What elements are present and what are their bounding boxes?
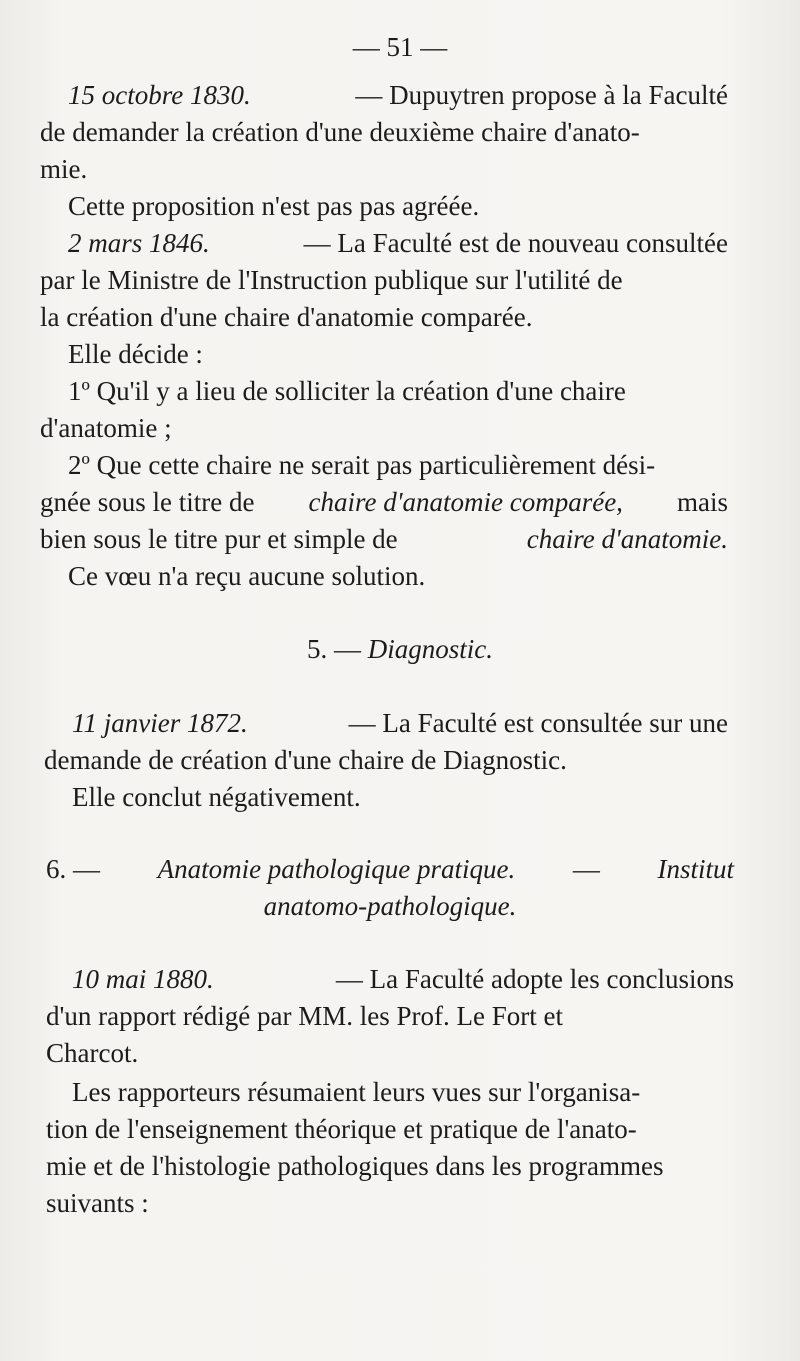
item-2-line-2: gnée sous le titre de chaire d'anatomie comparée, mais: [40, 487, 728, 517]
paragraph-4: Elle décide :: [68, 339, 203, 369]
item-1-line-1: 1º Qu'il y a lieu de solliciter la création d'une chaire: [68, 376, 626, 406]
italic-title-anatomie: chaire d'anatomie.: [526, 524, 728, 554]
paragraph-11-line-4: suivants :: [46, 1188, 149, 1218]
paragraph-10-line-1: 10 mai 1880. — La Faculté adopte les conclusions: [72, 964, 734, 994]
paragraph-10-line-2: d'un rapport rédigé par MM. les Prof. Le Fort et: [46, 1001, 563, 1031]
paragraph-2: Cette proposition n'est pas pas agréée.: [68, 191, 480, 221]
paragraph-11-line-1: Les rapporteurs résumaient leurs vues sur l'organisa-: [72, 1077, 641, 1107]
paragraph-8-line-1: 11 janvier 1872. — La Faculté est consultée sur une: [72, 708, 728, 738]
item-1-line-2: d'anatomie ;: [40, 413, 172, 443]
paragraph-3-line-1: 2 mars 1846. — La Faculté est de nouveau consultée: [68, 228, 728, 258]
date-1846: 2 mars 1846.: [68, 228, 210, 258]
paragraph-10-line-3: Charcot.: [46, 1038, 139, 1068]
item-2-line-1: 2º Que cette chaire ne serait pas particulièrement dési-: [68, 450, 656, 480]
paragraph-11-line-3: mie et de l'histologie pathologiques dans les programmes: [46, 1151, 664, 1181]
date-1872: 11 janvier 1872.: [72, 708, 248, 738]
paragraph-3-line-2: par le Ministre de l'Instruction publique sur l'utilité de: [40, 265, 623, 295]
italic-title-comparee: chaire d'anatomie comparée,: [308, 487, 623, 517]
page-number: — 51 —: [352, 32, 448, 62]
section-5-heading: 5. — Diagnostic.: [307, 634, 493, 664]
item-2-line-3: bien sous le titre pur et simple de chaire d'anatomie.: [40, 524, 728, 554]
date-1830: 15 octobre 1830.: [68, 80, 251, 110]
paragraph-7: Ce vœu n'a reçu aucune solution.: [68, 561, 426, 591]
section-6-heading-line-1: 6. — Anatomie pathologique pratique. — Institut: [46, 854, 734, 884]
paragraph-11-line-2: tion de l'enseignement théorique et pratique de l'anato-: [46, 1114, 637, 1144]
paragraph-1-line-2: de demander la création d'une deuxième chaire d'anato-: [40, 117, 640, 147]
paragraph-9: Elle conclut négativement.: [72, 782, 361, 812]
paragraph-1-line-1: 15 octobre 1830. — Dupuytren propose à la Faculté: [68, 80, 728, 110]
date-1880: 10 mai 1880.: [72, 964, 214, 994]
paragraph-8-line-2: demande de création d'une chaire de Diagnostic.: [44, 745, 567, 775]
section-6-heading-line-2: anatomo-pathologique.: [263, 891, 517, 921]
paragraph-3-line-3: la création d'une chaire d'anatomie comparée.: [40, 302, 533, 332]
paragraph-1-line-3: mie.: [40, 154, 88, 184]
